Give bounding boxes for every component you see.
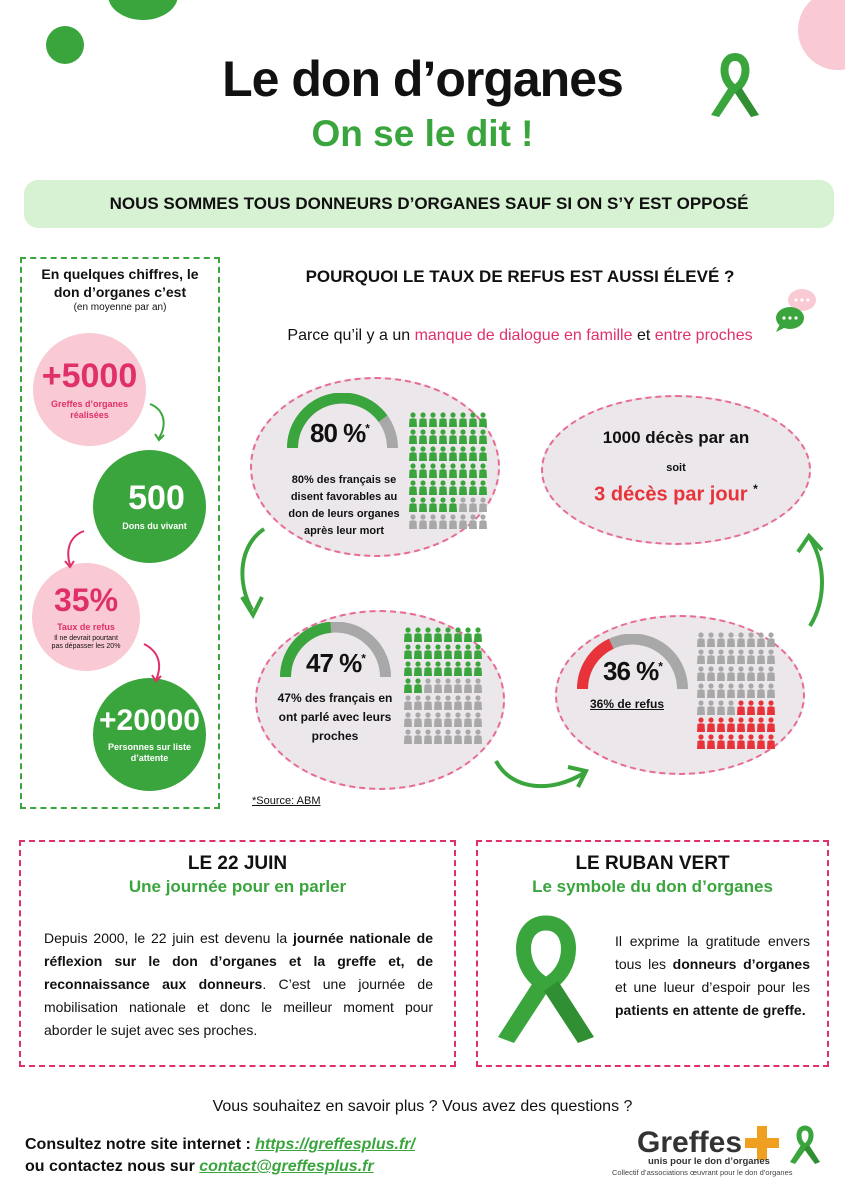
person-icon (434, 627, 442, 642)
person-icon (474, 712, 482, 727)
person-icon (424, 678, 432, 693)
person-icon (707, 717, 715, 732)
person-icon (434, 678, 442, 693)
person-icon (409, 497, 417, 512)
green-ribbon-icon (705, 53, 765, 123)
person-icon (727, 649, 735, 664)
logo-tagline: unis pour le don d’organes (648, 1156, 770, 1167)
person-icon (727, 734, 735, 749)
person-icon (697, 734, 705, 749)
stat-label: Greffes d’organes réalisées (50, 398, 129, 420)
person-icon (464, 678, 472, 693)
person-icon (419, 480, 427, 495)
person-icon (439, 446, 447, 461)
person-icon (404, 678, 412, 693)
person-icon (767, 700, 775, 715)
stat-label: Taux de refus (57, 621, 115, 632)
why-highlight: entre proches (654, 327, 753, 344)
asterisk: * (361, 651, 365, 666)
person-icon (747, 649, 755, 664)
person-icon (707, 649, 715, 664)
contact-text: Consultez notre site internet : (25, 1136, 256, 1153)
person-icon (727, 683, 735, 698)
person-icon (419, 412, 427, 427)
gauge-value-text: 36 % (603, 656, 659, 686)
cycle-arrow-icon (492, 755, 592, 795)
bubble-text: 36% de refus (590, 697, 665, 711)
person-icon (449, 497, 457, 512)
person-icon (449, 429, 457, 444)
person-icon (757, 632, 765, 647)
logo-wordmark: Greffes (637, 1126, 743, 1159)
why-text: Parce qu’il y a un (287, 327, 411, 344)
person-icon (404, 712, 412, 727)
stat-label: Personnes sur liste d’attente (107, 741, 192, 763)
person-icon (454, 729, 462, 744)
footer-contact (25, 1134, 415, 1178)
person-icon (479, 480, 487, 495)
person-icon (409, 429, 417, 444)
person-icon (424, 627, 432, 642)
deaths-per-day: 3 décès par jour (594, 483, 748, 506)
people-grid (696, 632, 776, 752)
person-icon (474, 644, 482, 659)
email-link[interactable]: contact@greffesplus.fr (199, 1158, 374, 1175)
person-icon (419, 446, 427, 461)
why-highlight: manque de dialogue en famille (414, 327, 633, 344)
person-icon (459, 463, 467, 478)
person-icon (757, 649, 765, 664)
key-figures-subtitle: (en moyenne par an) (73, 302, 167, 313)
person-icon (757, 717, 765, 732)
person-icon (444, 644, 452, 659)
person-icon (474, 695, 482, 710)
green-ribbon-icon (490, 915, 602, 1050)
person-icon (449, 514, 457, 529)
stat-waiting-list (93, 678, 206, 791)
person-icon (409, 514, 417, 529)
card-text-part: . C’est une journée de mobilisation nationale et donc le meilleur moment pour aborder le sujet avec ses proches. (44, 976, 433, 1038)
person-icon (707, 683, 715, 698)
asterisk: * (658, 659, 662, 674)
person-icon (747, 734, 755, 749)
person-icon (444, 729, 452, 744)
person-icon (737, 717, 745, 732)
cycle-arrow-icon (790, 530, 830, 630)
person-icon (419, 429, 427, 444)
person-icon (444, 627, 452, 642)
person-icon (469, 446, 477, 461)
person-icon (737, 734, 745, 749)
person-icon (479, 429, 487, 444)
bubble-text: 80% des français se disent favorables au don de leurs organes après leur mort (288, 474, 400, 537)
person-icon (757, 700, 765, 715)
person-icon (474, 678, 482, 693)
person-icon (737, 632, 745, 647)
gauge-value (603, 656, 662, 687)
person-icon (747, 666, 755, 681)
deaths-line3 (541, 482, 811, 507)
person-icon (469, 429, 477, 444)
stat-living-donors (93, 450, 206, 563)
person-icon (767, 649, 775, 664)
person-icon (727, 700, 735, 715)
key-figures-title (20, 265, 220, 301)
person-icon (404, 729, 412, 744)
person-icon (434, 695, 442, 710)
person-icon (429, 463, 437, 478)
person-icon (404, 627, 412, 642)
bubble-text: 47% des français en ont parlé avec leurs proches (277, 691, 393, 743)
website-link[interactable]: https://greffesplus.fr/ (255, 1136, 415, 1153)
why-text: et (636, 327, 651, 344)
card-text-bold: donneurs d’organes (672, 956, 811, 972)
person-icon (697, 649, 705, 664)
person-icon (707, 632, 715, 647)
person-icon (479, 463, 487, 478)
asterisk: * (365, 421, 369, 436)
person-icon (747, 632, 755, 647)
stat-value: 500 (128, 479, 185, 517)
person-icon (414, 644, 422, 659)
person-icon (737, 700, 745, 715)
person-icon (429, 497, 437, 512)
people-grid (408, 412, 488, 532)
person-icon (429, 429, 437, 444)
person-icon (464, 712, 472, 727)
key-figures-title-line: En quelques chiffres, le (41, 266, 199, 282)
person-icon (409, 463, 417, 478)
person-icon (424, 661, 432, 676)
deaths-line1: 1000 décès par an (602, 428, 750, 447)
person-icon (434, 644, 442, 659)
contact-text: ou contactez nous sur (25, 1158, 200, 1175)
person-icon (469, 514, 477, 529)
person-icon (464, 729, 472, 744)
person-icon (459, 429, 467, 444)
decor-circle (108, 0, 178, 20)
stat-note: Il ne devrait pourtant pas dépasser les 20% (51, 634, 121, 650)
arrow-icon (140, 640, 170, 685)
person-icon (449, 412, 457, 427)
person-icon (697, 683, 705, 698)
stat-value: 35% (53, 581, 119, 618)
person-icon (439, 412, 447, 427)
person-icon (434, 712, 442, 727)
gauge-value (310, 418, 369, 449)
person-icon (707, 734, 715, 749)
person-icon (479, 497, 487, 512)
person-icon (434, 729, 442, 744)
person-icon (424, 644, 432, 659)
person-icon (469, 412, 477, 427)
person-icon (737, 649, 745, 664)
person-icon (717, 734, 725, 749)
card-text (44, 927, 433, 1042)
person-icon (419, 497, 427, 512)
person-icon (747, 683, 755, 698)
stat-label: Dons du vivant (122, 521, 187, 531)
deaths-line2: soit (666, 462, 686, 474)
person-icon (469, 480, 477, 495)
person-icon (434, 661, 442, 676)
person-icon (767, 683, 775, 698)
person-icon (404, 695, 412, 710)
people-grid (403, 627, 483, 747)
person-icon (429, 480, 437, 495)
card-text-part: et une lueur d’espoir pour les (615, 979, 810, 995)
card-title: LE RUBAN VERT (575, 853, 730, 874)
person-icon (469, 463, 477, 478)
person-icon (439, 497, 447, 512)
person-icon (414, 627, 422, 642)
person-icon (444, 695, 452, 710)
person-icon (454, 678, 462, 693)
why-explanation (240, 327, 800, 345)
person-icon (414, 661, 422, 676)
gauge-value-text: 47 % (306, 648, 362, 678)
person-icon (697, 666, 705, 681)
card-subtitle: Le symbole du don d’organes (532, 877, 773, 896)
person-icon (707, 700, 715, 715)
person-icon (717, 683, 725, 698)
person-icon (459, 514, 467, 529)
key-figures-title-line: don d’organes c’est (53, 284, 187, 300)
source-note: *Source: ABM (252, 795, 321, 807)
person-icon (747, 700, 755, 715)
person-icon (737, 683, 745, 698)
person-icon (697, 632, 705, 647)
person-icon (757, 683, 765, 698)
stat-refusal-rate (32, 563, 140, 671)
person-icon (464, 627, 472, 642)
person-icon (459, 446, 467, 461)
card-text (615, 930, 810, 1022)
person-icon (717, 666, 725, 681)
arrow-icon (145, 400, 175, 445)
person-icon (449, 480, 457, 495)
person-icon (747, 717, 755, 732)
chat-bubbles-icon (770, 286, 820, 334)
person-icon (727, 717, 735, 732)
person-icon (424, 695, 432, 710)
cycle-arrow-icon (232, 525, 272, 620)
person-icon (707, 666, 715, 681)
person-icon (454, 695, 462, 710)
person-icon (454, 661, 462, 676)
person-icon (454, 627, 462, 642)
person-icon (409, 480, 417, 495)
gauge-value-text: 80 % (310, 418, 366, 448)
person-icon (717, 649, 725, 664)
person-icon (717, 632, 725, 647)
person-icon (439, 429, 447, 444)
person-icon (409, 412, 417, 427)
gauge-value (306, 648, 365, 679)
person-icon (459, 412, 467, 427)
person-icon (474, 627, 482, 642)
person-icon (717, 717, 725, 732)
person-icon (459, 497, 467, 512)
person-icon (767, 717, 775, 732)
person-icon (469, 497, 477, 512)
why-title: POURQUOI LE TAUX DE REFUS EST AUSSI ÉLEVÉ ? (305, 267, 735, 286)
person-icon (414, 678, 422, 693)
person-icon (479, 412, 487, 427)
person-icon (727, 632, 735, 647)
page-subtitle: On se le dit ! (311, 113, 534, 154)
person-icon (464, 695, 472, 710)
person-icon (464, 661, 472, 676)
person-icon (454, 712, 462, 727)
person-icon (409, 446, 417, 461)
person-icon (459, 480, 467, 495)
person-icon (444, 661, 452, 676)
person-icon (767, 734, 775, 749)
person-icon (429, 412, 437, 427)
person-icon (419, 463, 427, 478)
person-icon (717, 700, 725, 715)
banner: NOUS SOMMES TOUS DONNEURS D’ORGANES SAUF SI ON S’Y EST OPPOSÉ (24, 180, 834, 228)
asterisk: * (753, 482, 758, 496)
person-icon (414, 695, 422, 710)
arrow-icon (56, 527, 86, 572)
person-icon (444, 712, 452, 727)
card-text-bold: patients en attente de greffe. (615, 1002, 806, 1018)
person-icon (449, 463, 457, 478)
card-text-part: Il exprime la gratitude envers tous les (615, 933, 810, 972)
person-icon (414, 729, 422, 744)
person-icon (727, 666, 735, 681)
green-ribbon-icon (787, 1125, 823, 1167)
person-icon (479, 446, 487, 461)
card-text-bold: journée nationale de réflexion sur le don d’organes et la greffe et, de reconnaissance aux donneurs (44, 930, 433, 992)
person-icon (414, 712, 422, 727)
person-icon (767, 632, 775, 647)
person-icon (757, 666, 765, 681)
card-subtitle: Une journée pour en parler (128, 877, 347, 896)
person-icon (767, 666, 775, 681)
person-icon (737, 666, 745, 681)
person-icon (697, 717, 705, 732)
person-icon (444, 678, 452, 693)
person-icon (464, 644, 472, 659)
stat-value: +20000 (99, 703, 200, 737)
footer-question: Vous souhaitez en savoir plus ? Vous avez des questions ? (212, 1098, 633, 1115)
person-icon (474, 661, 482, 676)
person-icon (424, 729, 432, 744)
person-icon (439, 514, 447, 529)
person-icon (429, 514, 437, 529)
stat-transplants (33, 333, 146, 446)
person-icon (404, 644, 412, 659)
person-icon (424, 712, 432, 727)
person-icon (757, 734, 765, 749)
person-icon (479, 514, 487, 529)
card-title: LE 22 JUIN (187, 853, 288, 874)
person-icon (697, 700, 705, 715)
person-icon (429, 446, 437, 461)
person-icon (449, 446, 457, 461)
person-icon (474, 729, 482, 744)
person-icon (404, 661, 412, 676)
person-icon (419, 514, 427, 529)
person-icon (439, 480, 447, 495)
person-icon (439, 463, 447, 478)
person-icon (454, 644, 462, 659)
stat-value: +5000 (41, 356, 138, 395)
page-title: Le don d’organes (222, 51, 623, 107)
logo-subline: Collectif d’associations œuvrant pour le don d’organes (612, 1168, 793, 1177)
card-text-part: Depuis 2000, le 22 juin est devenu la (44, 930, 293, 946)
